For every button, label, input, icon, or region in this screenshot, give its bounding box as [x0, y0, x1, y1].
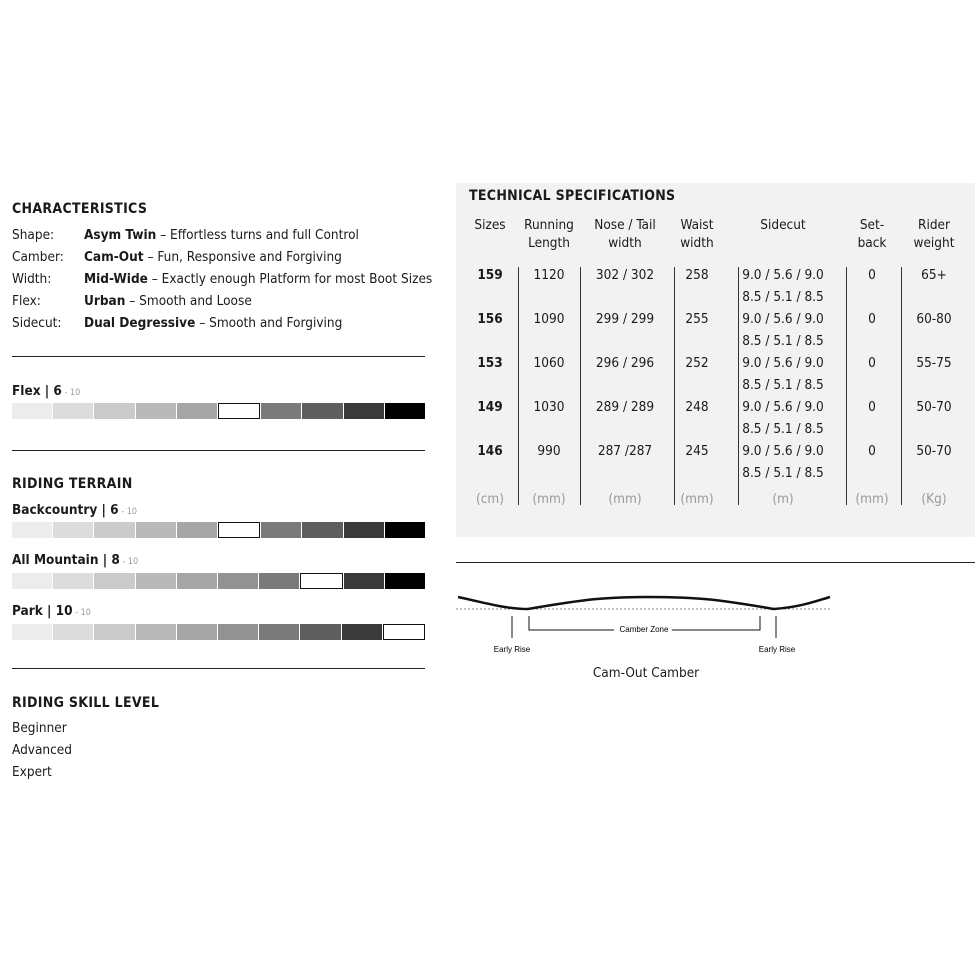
characteristic-value: Urban [84, 293, 126, 309]
characteristic-row [12, 271, 432, 287]
divider [456, 562, 975, 563]
scale-segment [300, 624, 340, 640]
spec-cell-nose-tail: 287 /287 [597, 443, 653, 459]
spec-column-header [672, 216, 722, 252]
park-label [12, 603, 91, 619]
camber-caption: Cam-Out Camber [592, 665, 700, 681]
scale-segment [136, 624, 176, 640]
characteristic-row [12, 249, 342, 265]
early-rise-left-label: Early Rise [493, 645, 531, 654]
spec-column-header [728, 216, 838, 234]
spec-sidecut [728, 264, 838, 308]
scale-segment [342, 624, 382, 640]
spec-header-line: width [608, 235, 642, 251]
spec-sidecut-line: 9.0 / 5.6 / 9.0 [742, 311, 824, 327]
spec-sidecut [728, 396, 838, 440]
characteristic-value: Asym Twin [84, 227, 157, 243]
scale-segment [53, 403, 93, 419]
characteristic-desc: – Effortless turns and full Control [156, 227, 359, 243]
flex-value: Flex | 6 [12, 383, 62, 399]
characteristics-heading: CHARACTERISTICS [12, 201, 148, 217]
skill-beginner: Beginner [12, 720, 67, 736]
scale-segment [177, 522, 217, 538]
spec-cell-weight: 55-75 [916, 355, 952, 371]
spec-sidecut-line: 8.5 / 5.1 / 8.5 [742, 377, 824, 393]
early-rise-right-label: Early Rise [758, 645, 796, 654]
spec-cell-running: 1090 [533, 311, 565, 327]
divider [12, 668, 425, 669]
scale-segment [94, 403, 134, 419]
scale-segment [94, 624, 134, 640]
board-profile [458, 597, 830, 609]
scale-segment [302, 522, 342, 538]
spec-sidecut-line: 9.0 / 5.6 / 9.0 [742, 267, 824, 283]
all-mountain-max: - 10 [119, 557, 139, 567]
spec-cell-size: 156 [477, 311, 503, 327]
scale-segment [385, 522, 425, 538]
characteristic-key: Flex: [12, 293, 41, 309]
characteristic-value: Dual Degressive [84, 315, 196, 331]
scale-selected-segment [218, 403, 260, 419]
spec-column-divider [518, 267, 519, 505]
scale-segment [344, 573, 384, 589]
spec-column-divider [580, 267, 581, 505]
camber-diagram [456, 585, 836, 660]
spec-unit: (Kg) [921, 491, 947, 507]
spec-sidecut [728, 352, 838, 396]
spec-column-divider [846, 267, 847, 505]
spec-header-line: Nose / Tail [594, 217, 656, 233]
spec-cell-running: 1030 [533, 399, 565, 415]
spec-cell-running: 1120 [533, 267, 565, 283]
characteristic-key: Shape: [12, 227, 55, 243]
spec-unit: (m) [772, 491, 794, 507]
camber-zone-label: Camber Zone [619, 625, 669, 634]
spec-cell-size: 153 [477, 355, 503, 371]
spec-cell-waist: 258 [685, 267, 709, 283]
spec-cell-waist: 245 [685, 443, 709, 459]
backcountry-value: Backcountry | 6 [12, 502, 119, 518]
divider [12, 450, 425, 451]
scale-segment [385, 403, 425, 419]
riding-terrain-heading: RIDING TERRAIN [12, 476, 133, 492]
riding-skill-heading: RIDING SKILL LEVEL [12, 695, 160, 711]
spec-header-line: back [857, 235, 887, 251]
camber-zone-left [529, 616, 614, 630]
park-scale [12, 624, 425, 640]
scale-selected-segment [218, 522, 260, 538]
spec-cell-running: 990 [537, 443, 561, 459]
spec-cell-nose-tail: 302 / 302 [595, 267, 655, 283]
spec-cell-nose-tail: 289 / 289 [595, 399, 655, 415]
scale-segment [53, 573, 93, 589]
spec-column-divider [738, 267, 739, 505]
scale-segment [12, 522, 52, 538]
spec-cell-nose-tail: 296 / 296 [595, 355, 655, 371]
characteristic-desc: – Smooth and Loose [125, 293, 252, 309]
scale-segment [12, 573, 52, 589]
characteristic-desc: – Fun, Responsive and Forgiving [143, 249, 342, 265]
spec-header-line: Waist [680, 217, 714, 233]
spec-cell-setback: 0 [868, 267, 876, 283]
backcountry-label [12, 502, 137, 518]
spec-cell-weight: 50-70 [916, 399, 952, 415]
skill-advanced: Advanced [12, 742, 72, 758]
skill-expert: Expert [12, 764, 52, 780]
spec-cell-size: 149 [477, 399, 503, 415]
scale-segment [53, 624, 93, 640]
spec-cell-waist: 255 [685, 311, 709, 327]
spec-header-line: weight [913, 235, 955, 251]
spec-cell-weight: 50-70 [916, 443, 952, 459]
spec-header-line: Running [524, 217, 574, 233]
spec-header-line: Length [528, 235, 570, 251]
spec-sidecut-line: 9.0 / 5.6 / 9.0 [742, 443, 824, 459]
spec-cell-running: 1060 [533, 355, 565, 371]
spec-header-line: Sizes [474, 217, 506, 233]
flex-scale [12, 403, 425, 419]
flex-max: - 10 [61, 388, 81, 398]
spec-column-header [465, 216, 515, 234]
characteristic-key: Width: [12, 271, 52, 287]
spec-cell-setback: 0 [868, 311, 876, 327]
scale-segment [218, 624, 258, 640]
spec-cell-weight: 60-80 [916, 311, 952, 327]
all-mountain-label [12, 552, 138, 568]
spec-cell-setback: 0 [868, 399, 876, 415]
scale-segment [261, 522, 301, 538]
scale-segment [12, 403, 52, 419]
scale-segment [218, 573, 258, 589]
all-mountain-value: All Mountain | 8 [12, 552, 120, 568]
characteristic-value: Mid-Wide [84, 271, 148, 287]
scale-segment [385, 573, 425, 589]
characteristic-key: Sidecut: [12, 315, 62, 331]
all-mountain-scale [12, 573, 425, 589]
spec-unit: (mm) [532, 491, 566, 507]
spec-cell-weight: 65+ [921, 267, 947, 283]
scale-segment [94, 522, 134, 538]
scale-segment [94, 573, 134, 589]
divider [12, 356, 425, 357]
scale-segment [261, 403, 301, 419]
spec-cell-waist: 252 [685, 355, 709, 371]
scale-segment [259, 624, 299, 640]
scale-selected-segment [383, 624, 425, 640]
spec-sidecut-line: 8.5 / 5.1 / 8.5 [742, 421, 824, 437]
scale-segment [177, 624, 217, 640]
tech-specs-title: TECHNICAL SPECIFICATIONS [469, 188, 676, 204]
spec-column-divider [901, 267, 902, 505]
scale-segment [53, 522, 93, 538]
scale-segment [136, 573, 176, 589]
spec-cell-setback: 0 [868, 443, 876, 459]
spec-cell-nose-tail: 299 / 299 [595, 311, 655, 327]
spec-unit: (mm) [855, 491, 889, 507]
spec-column-header [852, 216, 892, 252]
spec-sidecut [728, 308, 838, 352]
spec-sidecut-line: 8.5 / 5.1 / 8.5 [742, 333, 824, 349]
spec-cell-setback: 0 [868, 355, 876, 371]
spec-sidecut-line: 8.5 / 5.1 / 8.5 [742, 465, 824, 481]
characteristic-row [12, 315, 342, 331]
spec-cell-size: 159 [477, 267, 503, 283]
spec-sidecut-line: 9.0 / 5.6 / 9.0 [742, 399, 824, 415]
spec-header-line: width [680, 235, 714, 251]
spec-sidecut [728, 440, 838, 484]
scale-selected-segment [300, 573, 342, 589]
spec-unit: (cm) [476, 491, 504, 507]
scale-segment [136, 522, 176, 538]
backcountry-max: - 10 [118, 507, 137, 517]
characteristic-value: Cam-Out [84, 249, 144, 265]
spec-sidecut-line: 9.0 / 5.6 / 9.0 [742, 355, 824, 371]
characteristic-row [12, 227, 359, 243]
flex-label [12, 383, 80, 399]
scale-segment [177, 403, 217, 419]
spec-header-line: Set- [859, 217, 885, 233]
spec-column-divider [674, 267, 675, 505]
characteristic-desc: – Smooth and Forgiving [195, 315, 343, 331]
spec-header-line: Rider [918, 217, 950, 233]
characteristic-desc: – Exactly enough Platform for most Boot Sizes [147, 271, 433, 287]
spec-cell-size: 146 [477, 443, 503, 459]
spec-column-header [517, 216, 581, 252]
scale-segment [302, 403, 342, 419]
spec-cell-waist: 248 [685, 399, 709, 415]
scale-segment [12, 624, 52, 640]
characteristic-row [12, 293, 252, 309]
park-max: - 10 [72, 608, 91, 618]
spec-unit: (mm) [608, 491, 642, 507]
scale-segment [259, 573, 299, 589]
camber-zone-right [672, 616, 760, 630]
spec-column-header [906, 216, 962, 252]
scale-segment [177, 573, 217, 589]
tech-specs-panel [456, 183, 975, 537]
spec-column-header [586, 216, 664, 252]
backcountry-scale [12, 522, 425, 538]
scale-segment [136, 403, 176, 419]
scale-segment [344, 522, 384, 538]
scale-segment [344, 403, 384, 419]
spec-header-line: Sidecut [760, 217, 806, 233]
spec-sidecut-line: 8.5 / 5.1 / 8.5 [742, 289, 824, 305]
spec-unit: (mm) [680, 491, 714, 507]
park-value: Park | 10 [12, 603, 73, 619]
characteristic-key: Camber: [12, 249, 64, 265]
